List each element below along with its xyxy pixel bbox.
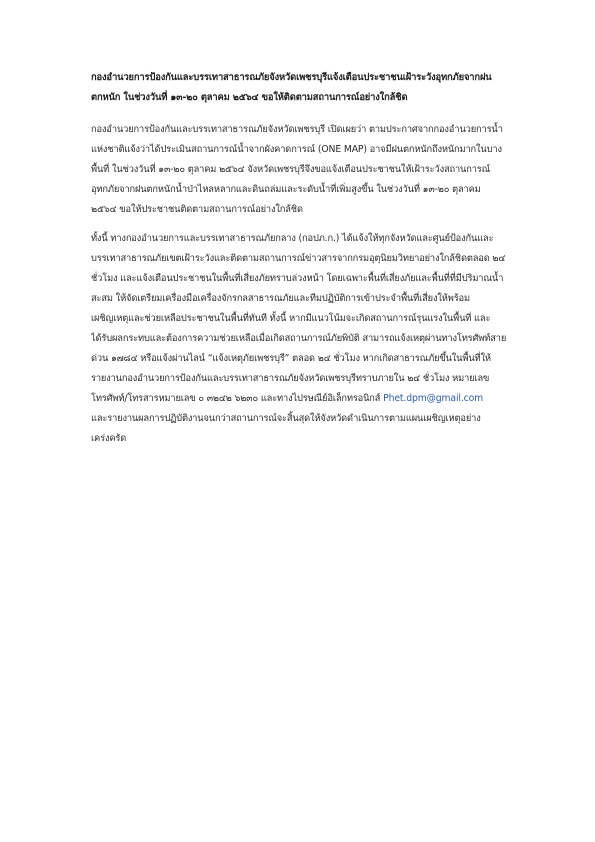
document-title xyxy=(91,68,515,108)
paragraph-line: เคร่งครัด xyxy=(91,433,127,444)
paragraph-line: พื้นที่ ในช่วงวันที่ ๑๓-๒๐ ตุลาคม ๒๕๖๔ จังหวัดเพชรบุรีจึงขอแจ้งเตือนประชาชนให้เฝ้าระวังสถานการณ์ xyxy=(91,164,491,175)
paragraph-line: และรายงานผลการปฏิบัติงานจนกว่าสถานการณ์จะสิ้นสุดให้จังหวัดดำเนินการตามแผนเผชิญเหตุอย่าง xyxy=(91,413,481,424)
paragraph-instructions xyxy=(91,229,515,449)
email-link[interactable]: Phet.dpm@gmail.com xyxy=(383,393,484,404)
paragraph-line: ทั้งนี้ ทางกองอำนวยการและบรรเทาสาธารณภัยกลาง (กอปภ.ก.) ได้แจ้งให้ทุกจังหวัดและศูนย์ป้องกันและ xyxy=(91,233,494,244)
paragraph-announcement xyxy=(91,120,515,220)
paragraph-line: ได้รับผลกระทบและต้องการความช่วยเหลือเมื่อเกิดสถานการณ์ภัยพิบัติ สามารถแจ้งเหตุผ่านทางโทรศัพท์สาย xyxy=(91,333,507,344)
paragraph-line: ชั่วโมง และแจ้งเตือนประชาชนในพื้นที่เสี่ยงภัยทราบล่วงหน้า โดยเฉพาะพื้นที่เสี่ยงภัยและพื้นที่ที่มีปริมาณน้ำ xyxy=(91,273,504,284)
paragraph-line: สะสม ให้จัดเตรียมเครื่องมือเครื่องจักรกลสาธารณภัยและทีมปฏิบัติการเข้าประจำพื้นที่เสี่ยงให้พร้อม xyxy=(91,293,470,304)
paragraph-line: อุทกภัยจากฝนตกหนักน้ำป่าไหลหลากและดินถล่มและระดับน้ำที่เพิ่มสูงขึ้น ในช่วงวันที่ ๑๓-๒๐ ตุลาคม xyxy=(91,184,481,195)
paragraph-text: โทรศัพท์/โทรสารหมายเลข ๐ ๓๒๔๒ ๖๒๓๐ และทางไปรษณีย์อิเล็กทรอนิกส์ xyxy=(91,393,384,404)
title-line: กองอำนวยการป้องกันและบรรเทาสาธารณภัยจังหวัดเพชรบุรีแจ้งเตือนประชาชนเฝ้าระวังอุทกภัยจากฝน xyxy=(91,72,492,83)
paragraph-line: ด่วน ๑๗๘๔ หรือแจ้งผ่านไลน์ “แจ้งเหตุภัยเพชรบุรี” ตลอด ๒๔ ชั่วโมง หากเกิดสาธารณภัยขึ้นในพื้นที่ให้ xyxy=(91,353,491,364)
paragraph-line: แห่งชาติแจ้งว่าได้ประเมินสถานการณ์น้ำจากผังคาดการณ์ (ONE MAP) อาจมีฝนตกหนักถึงหนักมากในบาง xyxy=(91,144,502,155)
paragraph-line: รายงานกองอำนวยการป้องกันและบรรเทาสาธารณภัยจังหวัดเพชรบุรีทราบภายใน ๒๔ ชั่วโมง หมายเลข xyxy=(91,373,490,384)
paragraph-line: บรรเทาสาธารณภัยเขตเฝ้าระวังและติดตามสถานการณ์ข่าวสารจากกรมอุตุนิยมวิทยาอย่างใกล้ชิดตลอด ๒๔ xyxy=(91,253,506,264)
title-line: ตกหนัก ในช่วงวันที่ ๑๓-๒๐ ตุลาคม ๒๕๖๔ ขอให้ติดตามสถานการณ์อย่างใกล้ชิด xyxy=(91,92,408,103)
paragraph-line: เผชิญเหตุและช่วยเหลือประชาชนในพื้นที่ทันที ทั้งนี้ หากมีแนวโน้มจะเกิดสถานการณ์รุนแรงในพื้นที่ และ xyxy=(91,313,491,324)
paragraph-line-with-email xyxy=(91,389,515,409)
paragraph-line: ๒๕๖๔ ขอให้ประชาชนติดตามสถานการณ์อย่างใกล้ชิด xyxy=(91,204,303,215)
paragraph-line: กองอำนวยการป้องกันและบรรเทาสาธารณภัยจังหวัดเพชรบุรี เปิดเผยว่า ตามประกาศจากกองอำนวยการน้ำ xyxy=(91,124,503,135)
